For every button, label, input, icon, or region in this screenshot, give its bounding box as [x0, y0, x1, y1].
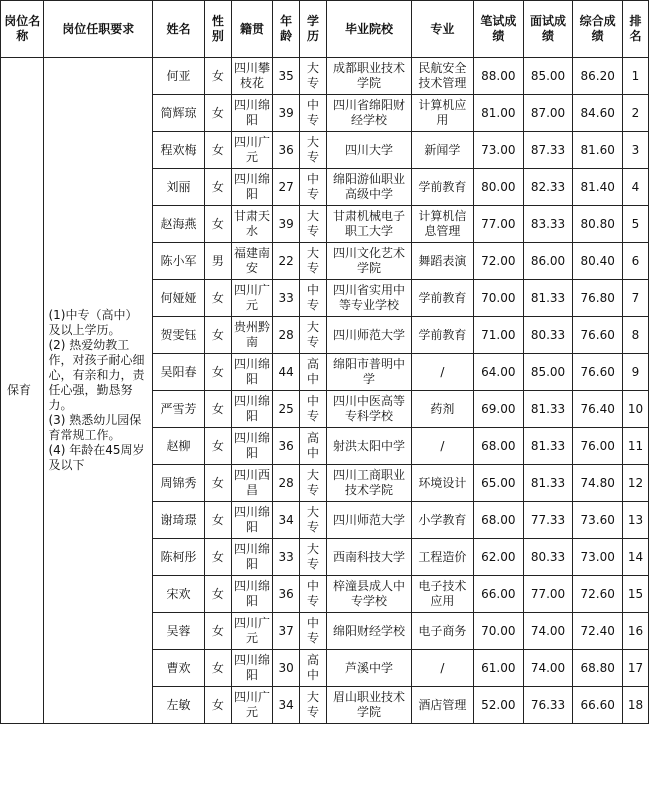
cell-origin: 四川绵阳	[231, 391, 272, 428]
cell-age: 33	[273, 280, 300, 317]
cell-total-score: 72.60	[573, 576, 623, 613]
cell-major: 新闻学	[411, 132, 473, 169]
requirement-item: (1)中专（高中）及以上学历。	[48, 308, 138, 337]
cell-education: 中专	[300, 280, 327, 317]
cell-total-score: 72.40	[573, 613, 623, 650]
cell-written-score: 71.00	[473, 317, 523, 354]
requirement-item: (3) 熟悉幼儿园保育常规工作。	[48, 413, 142, 442]
cell-major: /	[411, 354, 473, 391]
cell-rank: 12	[623, 465, 649, 502]
cell-gender: 男	[204, 243, 231, 280]
cell-school: 四川师范大学	[327, 502, 412, 539]
header-total-score: 综合成绩	[573, 1, 623, 58]
header-age: 年龄	[273, 1, 300, 58]
cell-gender: 女	[204, 650, 231, 687]
cell-age: 34	[273, 687, 300, 724]
cell-school: 四川师范大学	[327, 317, 412, 354]
cell-written-score: 64.00	[473, 354, 523, 391]
cell-origin: 四川绵阳	[231, 650, 272, 687]
cell-total-score: 76.40	[573, 391, 623, 428]
cell-origin: 四川广元	[231, 687, 272, 724]
cell-rank: 14	[623, 539, 649, 576]
header-major: 专业	[411, 1, 473, 58]
cell-written-score: 62.00	[473, 539, 523, 576]
cell-rank: 11	[623, 428, 649, 465]
cell-name: 刘丽	[153, 169, 205, 206]
cell-education: 大专	[300, 465, 327, 502]
cell-name: 周锦秀	[153, 465, 205, 502]
cell-origin: 四川绵阳	[231, 576, 272, 613]
cell-age: 22	[273, 243, 300, 280]
cell-age: 36	[273, 132, 300, 169]
cell-interview-score: 80.33	[523, 539, 573, 576]
cell-education: 大专	[300, 687, 327, 724]
cell-major: 工程造价	[411, 539, 473, 576]
cell-education: 高中	[300, 428, 327, 465]
cell-major: 学前教育	[411, 317, 473, 354]
header-interview-score: 面试成绩	[523, 1, 573, 58]
header-name: 姓名	[153, 1, 205, 58]
cell-gender: 女	[204, 280, 231, 317]
header-row	[1, 1, 649, 58]
cell-gender: 女	[204, 58, 231, 95]
cell-interview-score: 74.00	[523, 650, 573, 687]
cell-gender: 女	[204, 687, 231, 724]
cell-school: 眉山职业技术学院	[327, 687, 412, 724]
cell-school: 四川中医高等专科学校	[327, 391, 412, 428]
cell-major: 小学教育	[411, 502, 473, 539]
cell-age: 34	[273, 502, 300, 539]
cell-school: 成都职业技术学院	[327, 58, 412, 95]
cell-age: 33	[273, 539, 300, 576]
cell-rank: 9	[623, 354, 649, 391]
cell-interview-score: 80.33	[523, 317, 573, 354]
job-name-cell: 保育	[1, 58, 44, 724]
cell-origin: 福建南安	[231, 243, 272, 280]
cell-total-score: 76.00	[573, 428, 623, 465]
cell-total-score: 68.80	[573, 650, 623, 687]
cell-name: 严雪芳	[153, 391, 205, 428]
cell-total-score: 80.80	[573, 206, 623, 243]
cell-age: 28	[273, 465, 300, 502]
cell-rank: 1	[623, 58, 649, 95]
cell-age: 44	[273, 354, 300, 391]
cell-interview-score: 82.33	[523, 169, 573, 206]
cell-interview-score: 87.00	[523, 95, 573, 132]
cell-total-score: 66.60	[573, 687, 623, 724]
cell-education: 大专	[300, 132, 327, 169]
cell-written-score: 70.00	[473, 613, 523, 650]
cell-written-score: 80.00	[473, 169, 523, 206]
cell-written-score: 69.00	[473, 391, 523, 428]
cell-age: 30	[273, 650, 300, 687]
cell-major: 计算机信息管理	[411, 206, 473, 243]
cell-gender: 女	[204, 317, 231, 354]
cell-rank: 2	[623, 95, 649, 132]
cell-name: 贺雯钰	[153, 317, 205, 354]
cell-interview-score: 77.00	[523, 576, 573, 613]
cell-origin: 贵州黔南	[231, 317, 272, 354]
cell-major: 民航安全技术管理	[411, 58, 473, 95]
cell-origin: 四川绵阳	[231, 428, 272, 465]
cell-rank: 6	[623, 243, 649, 280]
cell-written-score: 65.00	[473, 465, 523, 502]
cell-major: /	[411, 650, 473, 687]
cell-education: 中专	[300, 95, 327, 132]
cell-gender: 女	[204, 354, 231, 391]
cell-total-score: 74.80	[573, 465, 623, 502]
cell-gender: 女	[204, 576, 231, 613]
cell-written-score: 81.00	[473, 95, 523, 132]
cell-interview-score: 85.00	[523, 58, 573, 95]
cell-major: 药剂	[411, 391, 473, 428]
cell-name: 左敏	[153, 687, 205, 724]
cell-age: 27	[273, 169, 300, 206]
cell-education: 中专	[300, 576, 327, 613]
cell-interview-score: 81.33	[523, 465, 573, 502]
header-written-score: 笔试成绩	[473, 1, 523, 58]
cell-written-score: 73.00	[473, 132, 523, 169]
cell-rank: 4	[623, 169, 649, 206]
cell-interview-score: 81.33	[523, 391, 573, 428]
cell-rank: 17	[623, 650, 649, 687]
cell-education: 大专	[300, 539, 327, 576]
cell-rank: 7	[623, 280, 649, 317]
cell-gender: 女	[204, 428, 231, 465]
cell-name: 何亚	[153, 58, 205, 95]
cell-origin: 四川绵阳	[231, 539, 272, 576]
cell-name: 何娅娅	[153, 280, 205, 317]
cell-rank: 18	[623, 687, 649, 724]
cell-education: 大专	[300, 317, 327, 354]
cell-name: 陈小军	[153, 243, 205, 280]
cell-total-score: 76.60	[573, 354, 623, 391]
requirement-item: (2) 热爱幼教工作，对孩子耐心细心，有亲和力，责任心强，勤恳努力。	[48, 338, 145, 412]
cell-gender: 女	[204, 391, 231, 428]
requirement-item: (4) 年龄在45周岁及以下	[48, 443, 145, 472]
cell-education: 大专	[300, 243, 327, 280]
cell-age: 35	[273, 58, 300, 95]
cell-education: 中专	[300, 613, 327, 650]
cell-major: 舞蹈表演	[411, 243, 473, 280]
cell-rank: 13	[623, 502, 649, 539]
cell-education: 中专	[300, 169, 327, 206]
cell-school: 四川省绵阳财经学校	[327, 95, 412, 132]
cell-school: 绵阳市普明中学	[327, 354, 412, 391]
cell-written-score: 52.00	[473, 687, 523, 724]
cell-written-score: 70.00	[473, 280, 523, 317]
cell-interview-score: 83.33	[523, 206, 573, 243]
cell-gender: 女	[204, 502, 231, 539]
cell-origin: 四川绵阳	[231, 169, 272, 206]
cell-school: 芦溪中学	[327, 650, 412, 687]
cell-name: 曹欢	[153, 650, 205, 687]
cell-rank: 3	[623, 132, 649, 169]
cell-written-score: 68.00	[473, 502, 523, 539]
cell-major: 电子技术应用	[411, 576, 473, 613]
cell-name: 吴蓉	[153, 613, 205, 650]
cell-interview-score: 86.00	[523, 243, 573, 280]
cell-total-score: 76.60	[573, 317, 623, 354]
cell-name: 陈柯彤	[153, 539, 205, 576]
cell-school: 四川文化艺术学院	[327, 243, 412, 280]
cell-name: 简辉琼	[153, 95, 205, 132]
cell-school: 甘肃机械电子职工大学	[327, 206, 412, 243]
cell-gender: 女	[204, 132, 231, 169]
cell-education: 中专	[300, 391, 327, 428]
cell-gender: 女	[204, 169, 231, 206]
header-origin: 籍贯	[231, 1, 272, 58]
cell-rank: 8	[623, 317, 649, 354]
cell-education: 高中	[300, 650, 327, 687]
header-gender: 性别	[204, 1, 231, 58]
cell-written-score: 77.00	[473, 206, 523, 243]
cell-total-score: 81.40	[573, 169, 623, 206]
cell-major: 计算机应用	[411, 95, 473, 132]
cell-rank: 15	[623, 576, 649, 613]
cell-age: 36	[273, 428, 300, 465]
cell-interview-score: 76.33	[523, 687, 573, 724]
cell-name: 赵海燕	[153, 206, 205, 243]
cell-age: 28	[273, 317, 300, 354]
cell-school: 绵阳财经学校	[327, 613, 412, 650]
cell-name: 程欢梅	[153, 132, 205, 169]
cell-major: 环境设计	[411, 465, 473, 502]
cell-name: 赵柳	[153, 428, 205, 465]
cell-total-score: 76.80	[573, 280, 623, 317]
cell-origin: 四川攀枝花	[231, 58, 272, 95]
cell-origin: 四川广元	[231, 280, 272, 317]
cell-total-score: 80.40	[573, 243, 623, 280]
cell-education: 大专	[300, 58, 327, 95]
cell-origin: 四川绵阳	[231, 502, 272, 539]
cell-interview-score: 87.33	[523, 132, 573, 169]
cell-school: 梓潼县成人中专学校	[327, 576, 412, 613]
cell-major: /	[411, 428, 473, 465]
cell-gender: 女	[204, 95, 231, 132]
cell-total-score: 81.60	[573, 132, 623, 169]
cell-interview-score: 77.33	[523, 502, 573, 539]
cell-name: 谢琦璟	[153, 502, 205, 539]
cell-name: 宋欢	[153, 576, 205, 613]
cell-origin: 甘肃天水	[231, 206, 272, 243]
cell-major: 电子商务	[411, 613, 473, 650]
cell-major: 学前教育	[411, 280, 473, 317]
cell-written-score: 72.00	[473, 243, 523, 280]
cell-age: 25	[273, 391, 300, 428]
cell-age: 39	[273, 95, 300, 132]
cell-origin: 四川绵阳	[231, 95, 272, 132]
cell-total-score: 86.20	[573, 58, 623, 95]
cell-total-score: 84.60	[573, 95, 623, 132]
cell-education: 大专	[300, 502, 327, 539]
cell-education: 高中	[300, 354, 327, 391]
cell-written-score: 61.00	[473, 650, 523, 687]
table-row	[1, 58, 649, 95]
table-body	[1, 58, 649, 724]
cell-school: 四川大学	[327, 132, 412, 169]
header-job-name: 岗位名称	[1, 1, 44, 58]
cell-rank: 16	[623, 613, 649, 650]
cell-school: 西南科技大学	[327, 539, 412, 576]
cell-major: 酒店管理	[411, 687, 473, 724]
cell-written-score: 68.00	[473, 428, 523, 465]
cell-age: 37	[273, 613, 300, 650]
header-requirements: 岗位任职要求	[44, 1, 153, 58]
header-rank: 排名	[623, 1, 649, 58]
cell-name: 吴阳春	[153, 354, 205, 391]
cell-gender: 女	[204, 539, 231, 576]
header-school: 毕业院校	[327, 1, 412, 58]
cell-total-score: 73.00	[573, 539, 623, 576]
cell-age: 36	[273, 576, 300, 613]
cell-origin: 四川广元	[231, 132, 272, 169]
cell-rank: 5	[623, 206, 649, 243]
cell-origin: 四川绵阳	[231, 354, 272, 391]
header-education: 学历	[300, 1, 327, 58]
cell-origin: 四川西昌	[231, 465, 272, 502]
cell-rank: 10	[623, 391, 649, 428]
cell-major: 学前教育	[411, 169, 473, 206]
cell-age: 39	[273, 206, 300, 243]
cell-written-score: 66.00	[473, 576, 523, 613]
cell-education: 大专	[300, 206, 327, 243]
requirements-cell	[44, 58, 153, 724]
cell-gender: 女	[204, 613, 231, 650]
cell-school: 绵阳游仙职业高级中学	[327, 169, 412, 206]
cell-school: 四川省实用中等专业学校	[327, 280, 412, 317]
cell-interview-score: 74.00	[523, 613, 573, 650]
cell-school: 四川工商职业技术学院	[327, 465, 412, 502]
cell-interview-score: 81.33	[523, 428, 573, 465]
cell-gender: 女	[204, 206, 231, 243]
cell-interview-score: 85.00	[523, 354, 573, 391]
cell-gender: 女	[204, 465, 231, 502]
cell-interview-score: 81.33	[523, 280, 573, 317]
cell-school: 射洪太阳中学	[327, 428, 412, 465]
cell-origin: 四川广元	[231, 613, 272, 650]
cell-total-score: 73.60	[573, 502, 623, 539]
cell-written-score: 88.00	[473, 58, 523, 95]
